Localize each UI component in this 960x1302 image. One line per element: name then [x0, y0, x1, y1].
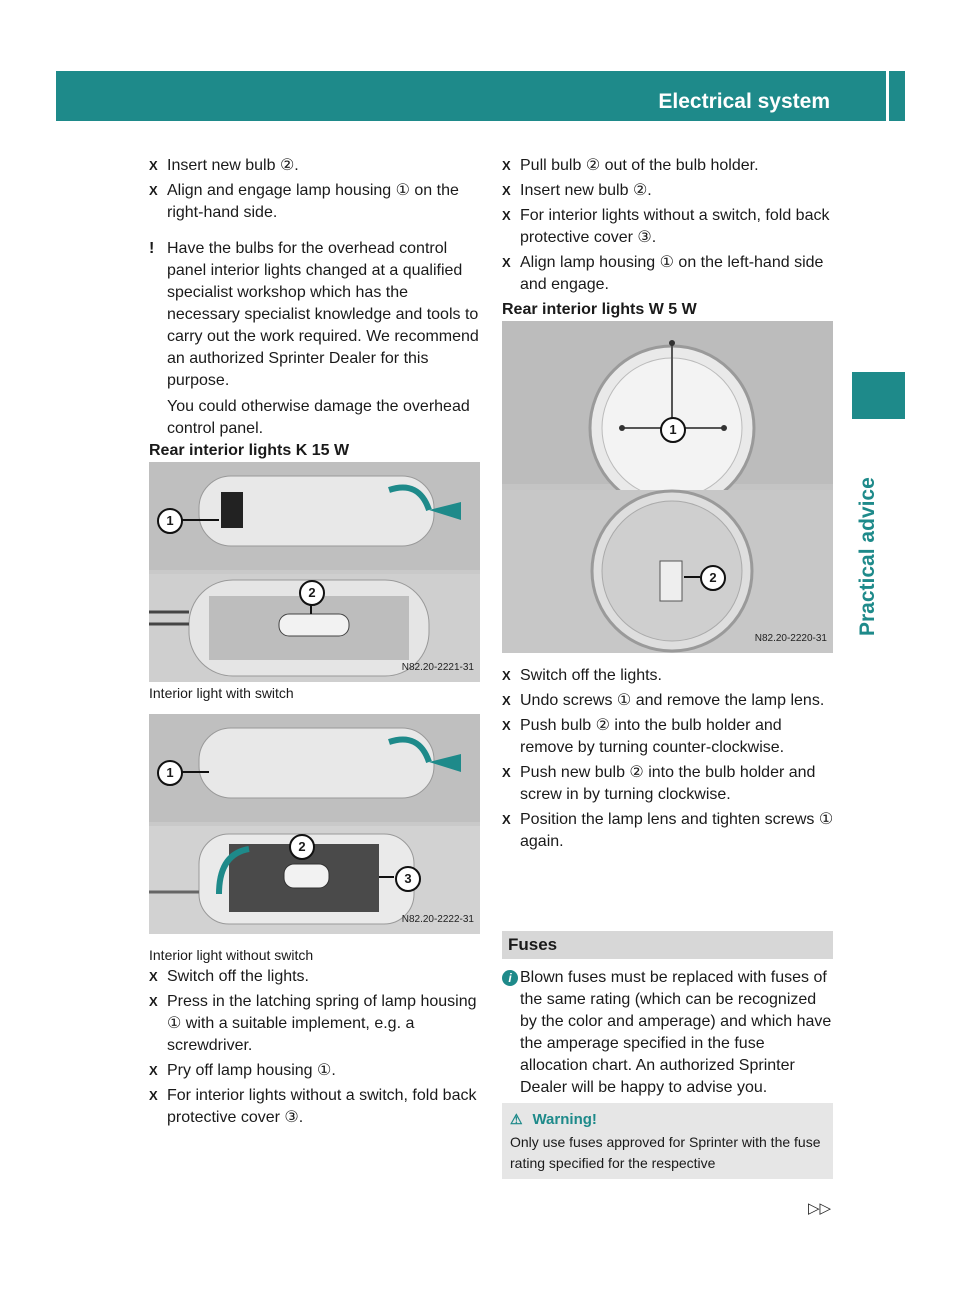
step-item: X Undo screws ① and remove the lamp lens.	[502, 690, 835, 712]
warning-title: Warning!	[532, 1111, 597, 1128]
step-item: X Press in the latching spring of lamp housing ① with a suitable implement, e.g. a screwdriver.	[149, 993, 477, 1054]
step-x-icon: X	[149, 994, 158, 1009]
fuses-heading: Fuses	[502, 931, 833, 959]
step-x-icon: X	[149, 183, 158, 198]
step-item: X Switch off the lights.	[502, 665, 835, 687]
step-x-icon: X	[502, 693, 511, 708]
step-x-icon: X	[149, 158, 158, 173]
warning-header	[510, 1109, 825, 1130]
figure-code: N82.20-2221-31	[401, 662, 474, 673]
side-tab-block	[852, 372, 905, 419]
step-x-icon: X	[502, 765, 511, 780]
section-heading: Rear interior lights K 15 W	[149, 442, 350, 459]
header-bar	[56, 71, 941, 121]
figure-code: N82.20-2222-31	[401, 914, 474, 925]
step-item: X Pry off lamp housing ①.	[149, 1060, 481, 1082]
info-note: i Blown fuses must be replaced with fuses of the same rating (which can be recognized by the color and amperage) and which have the amperage specified in the fuse allocation chart. An authorized Sprinter Dealer will be happy to advise you.	[502, 967, 835, 1099]
step-item: X Align and engage lamp housing ① on the right-hand side.	[149, 182, 459, 221]
figure-rear-interior-light-w5w	[502, 321, 833, 653]
left-column	[149, 155, 481, 1132]
step-x-icon: X	[502, 255, 511, 270]
step-item: X For interior lights without a switch, fold back protective cover ③.	[149, 1087, 477, 1126]
step-x-icon: X	[502, 208, 511, 223]
lamp-illustration	[149, 714, 480, 934]
warning-text: Only use fuses approved for Sprinter with the fuse rating specified for the respective	[510, 1134, 821, 1171]
callout-2: 2	[289, 834, 315, 860]
step-x-icon: X	[149, 969, 158, 984]
step-x-icon: X	[502, 183, 511, 198]
callout-1: 1	[157, 760, 183, 786]
step-x-icon: X	[149, 1088, 158, 1103]
callout-2: 2	[299, 580, 325, 606]
warning-triangle-icon: ⚠	[510, 1111, 523, 1127]
caution-note: ! Have the bulbs for the overhead control panel interior lights changed at a qualified specialist workshop which has the necessary specialist knowledge and tools to carry out the work required. We recommend an authorized Sprinter Dealer for this purpose. You could otherwise damage the overhead control panel.	[149, 240, 479, 437]
figure-interior-light-with-switch	[149, 462, 480, 682]
figure-interior-light-without-switch	[149, 714, 480, 934]
step-item: X Insert new bulb ②.	[149, 155, 481, 177]
figure-caption: Interior light without switch	[149, 947, 314, 963]
right-column	[502, 155, 835, 856]
step-item: X Pull bulb ② out of the bulb holder.	[502, 155, 835, 177]
step-item: X Align lamp housing ① on the left-hand side and engage.	[502, 254, 824, 293]
figure-caption: Interior light with switch	[149, 685, 294, 701]
callout-2: 2	[700, 565, 726, 591]
lamp-illustration	[149, 462, 480, 682]
continue-arrows-icon: ▷▷	[808, 1200, 832, 1217]
step-x-icon: X	[502, 812, 511, 827]
step-x-icon: X	[502, 668, 511, 683]
round-lamp-illustration	[502, 321, 833, 653]
callout-1: 1	[157, 508, 183, 534]
callout-1: 1	[660, 417, 686, 443]
step-item: X Insert new bulb ②.	[502, 180, 835, 202]
callout-3: 3	[395, 866, 421, 892]
step-x-icon: X	[502, 158, 511, 173]
section-title: Electrical system	[658, 90, 830, 113]
side-tab-label: Practical advice	[856, 477, 879, 636]
step-item: X For interior lights without a switch, fold back protective cover ③.	[502, 207, 830, 246]
step-item: X Switch off the lights.	[149, 966, 481, 988]
step-item: X Push bulb ② into the bulb holder and remove by turning counter-clockwise.	[502, 717, 785, 756]
warning-box	[502, 1103, 833, 1179]
step-x-icon: X	[502, 718, 511, 733]
figure-code: N82.20-2220-31	[754, 633, 827, 644]
step-item: X Push new bulb ② into the bulb holder and screw in by turning clockwise.	[502, 764, 816, 803]
section-heading: Rear interior lights W 5 W	[502, 301, 697, 318]
exclamation-icon: !	[149, 240, 155, 257]
info-icon: i	[502, 970, 518, 986]
step-x-icon: X	[149, 1063, 158, 1078]
step-item: X Position the lamp lens and tighten screws ① again.	[502, 811, 834, 850]
page-number: 239	[909, 91, 941, 112]
